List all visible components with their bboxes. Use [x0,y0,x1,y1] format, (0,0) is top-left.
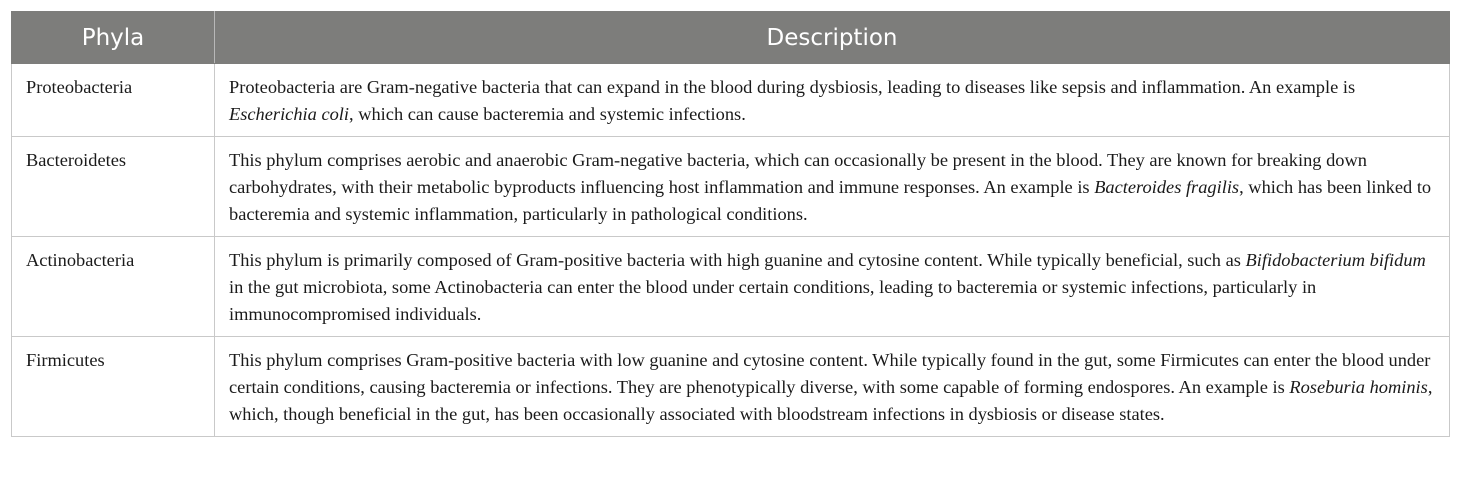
description-cell [215,137,1450,237]
species-name: Bacteroides fragilis [1094,177,1240,197]
table-row [12,237,1450,337]
description-text: This phylum comprises aerobic and anaerobic Gram-negative bacteria, which can occasionally be present in the blood. They are known for breaking down carbohydrates, with their metabolic byproducts influencing host inflammation and immune responses. An example is [229,150,1367,197]
table-row [12,337,1450,437]
description-text: , which, though beneficial in the gut, has been occasionally associated with bloodstream infections in dysbiosis or disease states. [229,377,1433,424]
description-text: , which has been linked to bacteremia and systemic inflammation, particularly in pathological conditions. [229,177,1432,224]
phylum-cell: Bacteroidetes [12,137,215,237]
table-row [12,64,1450,137]
header-row [12,12,1450,64]
header-phyla: Phyla [12,12,215,64]
description-text: This phylum is primarily composed of Gram-positive bacteria with high guanine and cytosine content. While typically beneficial, such as [229,250,1246,270]
phylum-cell: Actinobacteria [12,237,215,337]
description-text: , which can cause bacteremia and systemic infections. [349,104,746,124]
table-header [12,12,1450,64]
description-cell [215,64,1450,137]
species-name: Escherichia coli [229,104,350,124]
phylum-cell: Firmicutes [12,337,215,437]
phyla-table [11,11,1450,437]
description-text: Proteobacteria are Gram-negative bacteria that can expand in the blood during dysbiosis, leading to diseases like sepsis and inflammation. An example is [229,77,1356,97]
phyla-table-container [11,11,1449,437]
description-cell [215,237,1450,337]
species-name: Bifidobacterium bifidum [1245,250,1426,270]
species-name: Roseburia hominis [1289,377,1428,397]
description-text: This phylum comprises Gram-positive bacteria with low guanine and cytosine content. While typically found in the gut, some Firmicutes can enter the blood under certain conditions, causing bacteremia or infections. They are phenotypically diverse, with some capable of forming endospores. An example is [229,350,1431,397]
table-row [12,137,1450,237]
description-cell [215,337,1450,437]
header-description: Description [215,12,1450,64]
description-text: in the gut microbiota, some Actinobacteria can enter the blood under certain conditions, leading to bacteremia or systemic infections, particularly in immunocompromised individuals. [229,277,1317,324]
table-body [12,64,1450,437]
phylum-cell: Proteobacteria [12,64,215,137]
